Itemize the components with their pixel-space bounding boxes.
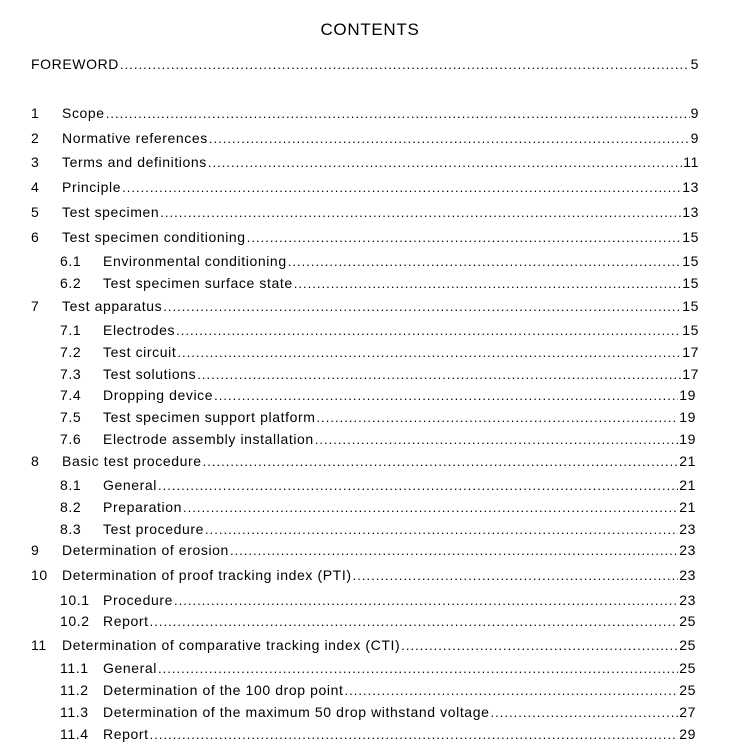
toc-entry-page: 5 bbox=[690, 56, 699, 72]
dot-leader bbox=[177, 343, 681, 362]
toc-entry[interactable] bbox=[60, 476, 696, 494]
toc-entry[interactable] bbox=[31, 178, 699, 196]
dot-leader bbox=[490, 703, 678, 722]
toc-entry-page: 15 bbox=[682, 298, 699, 314]
toc-entry-number: 8.3 bbox=[60, 521, 82, 537]
toc-entry-number: 7.4 bbox=[60, 387, 82, 403]
toc-entry[interactable] bbox=[60, 430, 696, 448]
dot-leader bbox=[158, 476, 678, 495]
toc-entry-title: Determination of comparative tracking index (CTI) bbox=[62, 637, 401, 653]
toc-entry-page: 23 bbox=[679, 592, 696, 608]
toc-entry[interactable] bbox=[31, 104, 699, 122]
toc-entry-page: 29 bbox=[679, 726, 696, 742]
dot-leader bbox=[205, 520, 678, 539]
toc-entry-title: Environmental conditioning bbox=[103, 253, 287, 269]
dot-leader bbox=[247, 228, 682, 247]
toc-entry-number: 8 bbox=[31, 453, 40, 469]
toc-entry-page: 19 bbox=[679, 431, 696, 447]
dot-leader bbox=[208, 153, 682, 172]
toc-entry-title: Test apparatus bbox=[62, 298, 163, 314]
dot-leader bbox=[401, 636, 678, 655]
toc-entry-number: 10.2 bbox=[60, 613, 90, 629]
toc-entry[interactable] bbox=[31, 566, 696, 584]
dot-leader bbox=[176, 321, 681, 340]
toc-entry[interactable] bbox=[31, 541, 696, 559]
toc-entry-number: 11.1 bbox=[60, 660, 89, 676]
dot-leader bbox=[158, 659, 678, 678]
dot-leader bbox=[160, 203, 681, 222]
toc-entry[interactable] bbox=[31, 55, 699, 73]
toc-entry[interactable] bbox=[31, 129, 699, 147]
toc-entry-page: 25 bbox=[679, 637, 696, 653]
dot-leader bbox=[163, 297, 681, 316]
dot-leader bbox=[183, 498, 678, 517]
dot-leader bbox=[344, 681, 678, 700]
toc-entry-number: 7.3 bbox=[60, 366, 82, 382]
toc-entry[interactable] bbox=[60, 612, 696, 630]
toc-entry-number: 1 bbox=[31, 105, 40, 121]
toc-entry-page: 9 bbox=[690, 130, 699, 146]
toc-entry-page: 23 bbox=[679, 567, 696, 583]
toc-entry[interactable] bbox=[31, 636, 696, 654]
dot-leader bbox=[150, 725, 679, 744]
toc-entry[interactable] bbox=[31, 452, 696, 470]
toc-entry[interactable] bbox=[60, 365, 699, 383]
toc-entry-title: General bbox=[103, 660, 158, 676]
toc-entry-number: 11.3 bbox=[60, 704, 89, 720]
toc-entry-page: 23 bbox=[679, 521, 696, 537]
toc-entry-page: 27 bbox=[679, 704, 696, 720]
dot-leader bbox=[294, 274, 681, 293]
toc-entry-page: 13 bbox=[682, 179, 699, 195]
toc-entry[interactable] bbox=[31, 203, 699, 221]
toc-entry[interactable] bbox=[31, 153, 699, 171]
toc-entry-title: FOREWORD bbox=[31, 56, 120, 72]
toc-entry-number: 11 bbox=[31, 637, 47, 653]
toc-entry-number: 10 bbox=[31, 567, 48, 583]
toc-entry-page: 25 bbox=[679, 660, 696, 676]
dot-leader bbox=[197, 365, 681, 384]
toc-entry[interactable] bbox=[60, 252, 699, 270]
toc-entry[interactable] bbox=[60, 681, 696, 699]
toc-entry-title: Report bbox=[103, 726, 149, 742]
toc-entry[interactable] bbox=[60, 408, 696, 426]
toc-entry-title: Determination of erosion bbox=[62, 542, 229, 558]
dot-leader bbox=[317, 408, 679, 427]
toc-entry-title: Basic test procedure bbox=[62, 453, 202, 469]
dot-leader bbox=[353, 566, 679, 585]
toc-entry-page: 15 bbox=[682, 229, 699, 245]
toc-entry-title: Dropping device bbox=[103, 387, 214, 403]
toc-entry-number: 10.1 bbox=[60, 592, 90, 608]
dot-leader bbox=[230, 541, 678, 560]
toc-entry-number: 6.1 bbox=[60, 253, 82, 269]
toc-entry-page: 21 bbox=[679, 499, 696, 515]
toc-entry-number: 7.1 bbox=[60, 322, 82, 338]
toc-entry-title: Test specimen support platform bbox=[103, 409, 316, 425]
toc-entry-number: 4 bbox=[31, 179, 40, 195]
toc-entry-title: Test specimen surface state bbox=[103, 275, 293, 291]
toc-entry-number: 9 bbox=[31, 542, 40, 558]
toc-entry-title: Electrode assembly installation bbox=[103, 431, 314, 447]
toc-entry[interactable] bbox=[31, 297, 699, 315]
toc-entry-number: 7.5 bbox=[60, 409, 82, 425]
toc-entry-page: 11 bbox=[683, 154, 699, 170]
toc-entry-page: 15 bbox=[682, 322, 699, 338]
toc-entry-page: 25 bbox=[679, 682, 696, 698]
toc-entry-number: 8.2 bbox=[60, 499, 82, 515]
toc-entry-number: 5 bbox=[31, 204, 40, 220]
toc-entry-title: Preparation bbox=[103, 499, 182, 515]
toc-entry[interactable] bbox=[60, 274, 699, 292]
dot-leader bbox=[203, 452, 679, 471]
toc-entry-number: 11.4 bbox=[60, 726, 89, 742]
toc-entry[interactable] bbox=[31, 228, 699, 246]
toc-entry-number: 8.1 bbox=[60, 477, 82, 493]
toc-entry-title: Test specimen conditioning bbox=[62, 229, 246, 245]
toc-entry[interactable] bbox=[60, 703, 696, 721]
toc-entry-title: Scope bbox=[62, 105, 105, 121]
toc-entry-title: Determination of proof tracking index (PTI) bbox=[62, 567, 352, 583]
toc-entry-page: 21 bbox=[679, 477, 696, 493]
dot-leader bbox=[122, 178, 681, 197]
toc-entry-page: 15 bbox=[682, 253, 699, 269]
toc-entry-number: 6 bbox=[31, 229, 40, 245]
toc-entry[interactable] bbox=[60, 343, 699, 361]
toc-entry[interactable] bbox=[60, 498, 696, 516]
toc-entry-number: 7 bbox=[31, 298, 40, 314]
toc-entry-number: 7.2 bbox=[60, 344, 82, 360]
toc-entry-title: Test circuit bbox=[103, 344, 177, 360]
dot-leader bbox=[214, 386, 678, 405]
dot-leader bbox=[315, 430, 678, 449]
toc-entry-page: 25 bbox=[679, 613, 696, 629]
toc-entry[interactable] bbox=[60, 321, 699, 339]
toc-entry-page: 15 bbox=[682, 275, 699, 291]
dot-leader bbox=[120, 55, 690, 74]
toc-entry-page: 9 bbox=[690, 105, 699, 121]
toc-entry[interactable] bbox=[60, 725, 696, 743]
toc-entry-title: Test procedure bbox=[103, 521, 205, 537]
toc-entry-title: Test specimen bbox=[62, 204, 160, 220]
toc-entry-title: Test solutions bbox=[103, 366, 197, 382]
toc-entry-page: 19 bbox=[679, 387, 696, 403]
toc-entry-number: 3 bbox=[31, 154, 40, 170]
toc-entry-page: 23 bbox=[679, 542, 696, 558]
toc-entry-number: 6.2 bbox=[60, 275, 82, 291]
dot-leader bbox=[288, 252, 682, 271]
toc-entry-title: Determination of the 100 drop point bbox=[103, 682, 344, 698]
toc-entry-number: 11.2 bbox=[60, 682, 89, 698]
toc-entry-title: Determination of the maximum 50 drop withstand voltage bbox=[103, 704, 490, 720]
dot-leader bbox=[106, 104, 690, 123]
page-title: CONTENTS bbox=[320, 20, 420, 39]
toc-entry-page: 17 bbox=[682, 344, 699, 360]
toc-entry-page: 21 bbox=[679, 453, 696, 469]
toc-entry-number: 2 bbox=[31, 130, 40, 146]
toc-entry-title: Normative references bbox=[62, 130, 208, 146]
toc-entry-title: Report bbox=[103, 613, 149, 629]
toc-entry-page: 13 bbox=[682, 204, 699, 220]
toc-entry-title: Principle bbox=[62, 179, 122, 195]
dot-leader bbox=[150, 612, 679, 631]
toc-entry-title: Electrodes bbox=[103, 322, 176, 338]
toc-entry-number: 7.6 bbox=[60, 431, 82, 447]
toc-entry[interactable] bbox=[60, 591, 696, 609]
toc-entry-page: 19 bbox=[679, 409, 696, 425]
toc-entry-title: General bbox=[103, 477, 158, 493]
toc-entry-title: Terms and definitions bbox=[62, 154, 207, 170]
toc-entry[interactable] bbox=[60, 520, 696, 538]
toc-entry-title: Procedure bbox=[103, 592, 173, 608]
toc-entry-page: 17 bbox=[682, 366, 699, 382]
toc-entry[interactable] bbox=[60, 659, 696, 677]
dot-leader bbox=[209, 129, 690, 148]
dot-leader bbox=[174, 591, 678, 610]
toc-entry[interactable] bbox=[60, 386, 696, 404]
